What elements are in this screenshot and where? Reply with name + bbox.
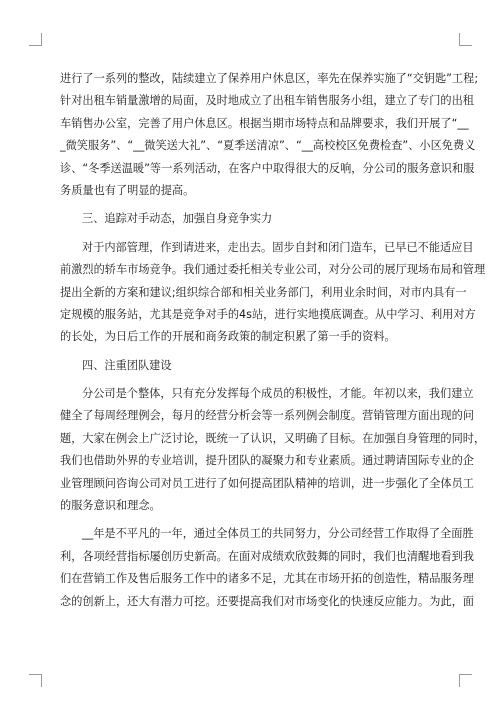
crop-mark-bottom-left — [29, 674, 42, 687]
text-line: 针对出租车销量激增的局面，及时地成立了出租车销售服务小组，建立了专门的出租 — [60, 94, 474, 108]
text-line: 我们也借助外界的专业培训，提升团队的凝聚力和专业素质。通过聘请国际专业的企 — [60, 454, 474, 468]
crop-mark-top-right — [459, 33, 472, 46]
text-line: 前激烈的轿车市场竞争。我们通过委托相关专业公司，对分公司的展厅现场布局和管理 — [60, 263, 486, 277]
text-line: 分公司是个整体，只有充分发挥每个成员的积极性，才能。年初以来，我们建立 — [82, 387, 474, 401]
text-line: 们在营销工作及售后服务工作中的诸多不足，尤其在市场开拓的创造性，精品服务理 — [60, 572, 474, 586]
text-line: 题，大家在例会上广泛讨论，既统一了认识，又明确了目标。在加强自身管理的同时， — [60, 431, 486, 445]
text-line: 诊、“冬季送温暖”等一系列活动，在客户中取得很大的反响，分公司的服务意识和服 — [60, 161, 475, 175]
text-line: __年是不平凡的一年，通过全体员工的共同努力，分公司经营工作取得了全面胜 — [82, 527, 474, 541]
text-line: 提出全新的方案和建议;组织综合部和相关业务部门，利用业余时间，对市内具有一 — [60, 285, 467, 299]
crop-mark-bottom-right — [459, 674, 472, 687]
text-line: 的服务意识和理念。 — [60, 499, 161, 513]
text-line: _微笑服务”、“__微笑送大礼”、“夏季送清凉”、“__高校校区免费检查”、小区免费义 — [60, 139, 476, 153]
section-heading: 四、注重团队建设 — [82, 358, 172, 372]
crop-mark-top-left — [29, 33, 42, 46]
text-line: 健全了每周经理例会，每月的经营分析会等一系列例会制度。营销管理方面出现的问 — [60, 409, 474, 423]
text-line: 定规模的服务站，尤其是竞争对手的4s站，进行实地摸底调查。从中学习、利用对方 — [60, 307, 476, 321]
text-line: 进行了一系列的整改，陆续建立了保养用户休息区，率先在保养实施了“交钥匙”工程; — [60, 72, 479, 85]
text-line: 的长处，为日后工作的开展和商务政策的制定积累了第一手的资料。 — [60, 330, 396, 344]
text-line: 对于内部管理，作到请进来，走出去。固步自封和闭门造车，已早已不能适应目 — [82, 240, 474, 254]
section-heading: 三、追踪对手动态，加强自身竞争实力 — [82, 212, 273, 226]
text-line: 务质量也有了明显的提高。 — [60, 183, 195, 197]
document-body — [60, 68, 486, 613]
text-line: 车销售办公室，完善了用户休息区。根据当期市场特点和品牌要求，我们开展了“__ — [60, 116, 469, 130]
text-line: 业管理顾问咨询公司对员工进行了如何提高团队精神的培训，进一步强化了全体员工 — [60, 476, 474, 490]
text-line: 利，各项经营指标屡创历史新高。在面对成绩欢欣鼓舞的同时，我们也清醒地看到我 — [60, 549, 474, 563]
text-line: 念的创新上，还大有潜力可挖。还要提高我们对市场变化的快速反应能力。为此，面 — [60, 594, 474, 608]
